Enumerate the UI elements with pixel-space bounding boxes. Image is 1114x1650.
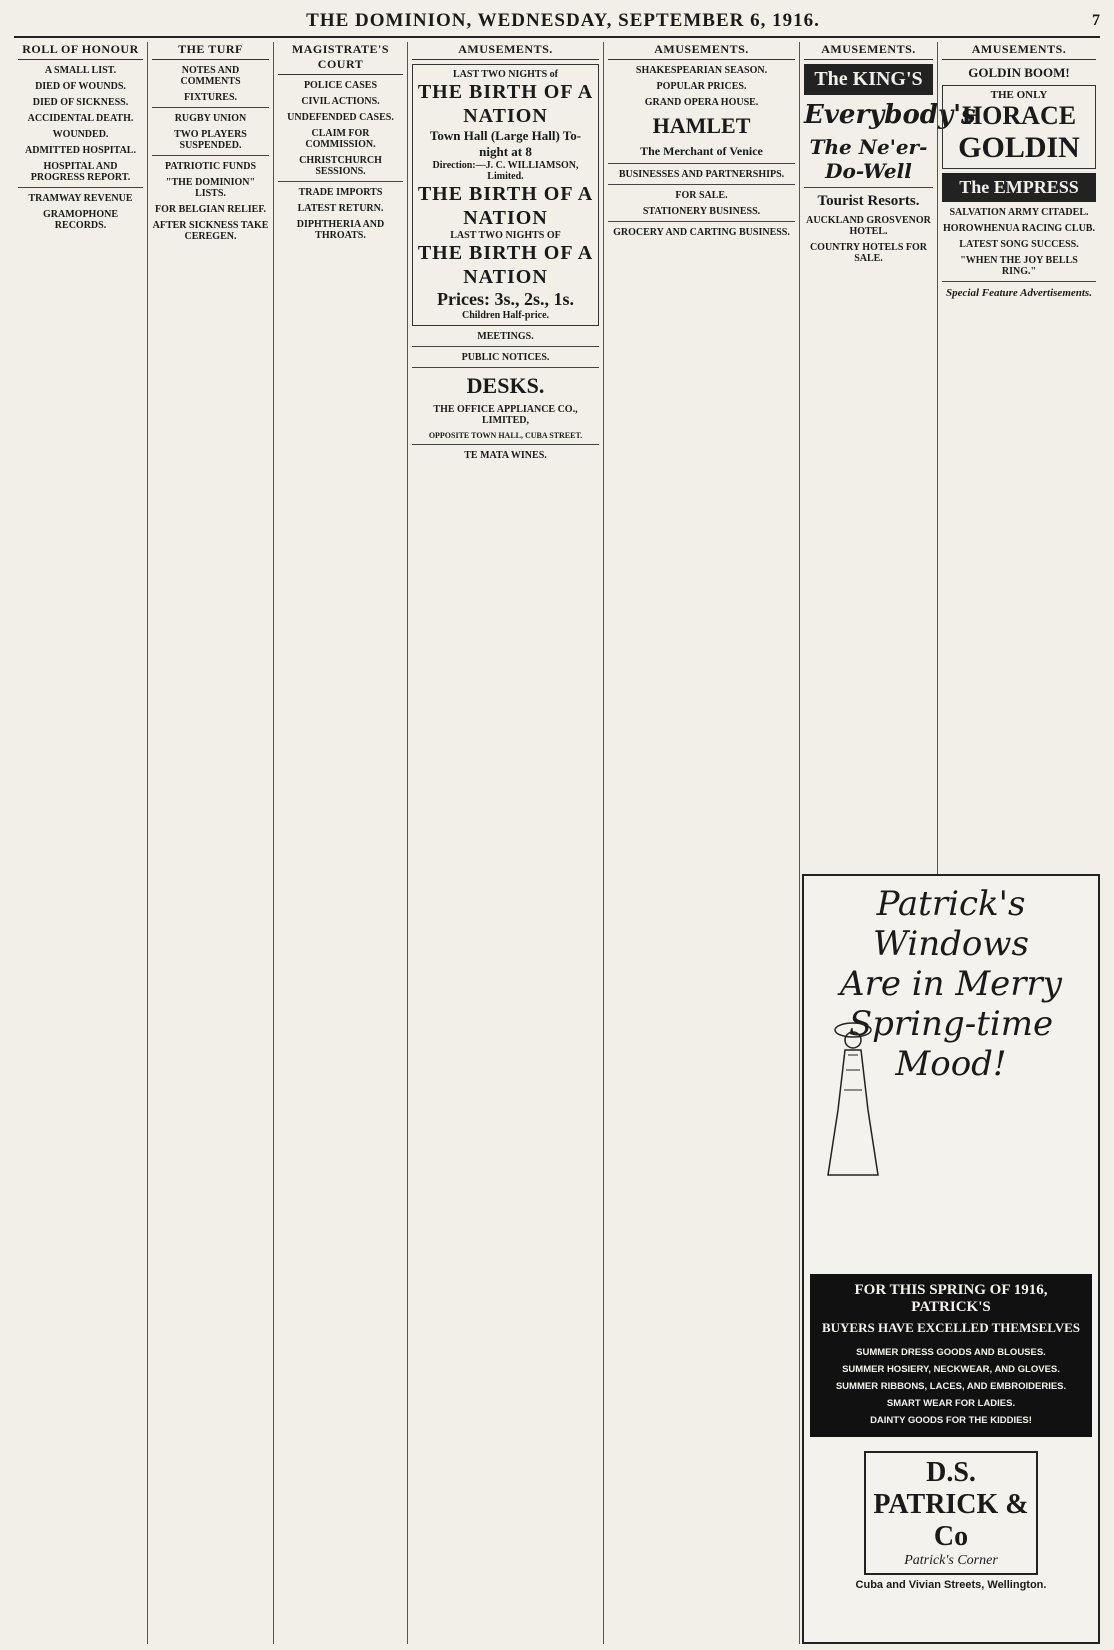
subheading: CHRISTCHURCH SESSIONS. [299,155,382,177]
ad-venue: Town Hall (Large Hall) To-night at 8 [429,128,582,159]
logo-subtext: Patrick's Corner [904,1553,998,1568]
subheading: TRAMWAY REVENUE [28,193,133,204]
office-appliance-address: OPPOSITE TOWN HALL, CUBA STREET. [428,431,583,440]
subheading: PATRIOTIC FUNDS [164,161,257,172]
subheading: TE MATA WINES. [464,450,547,461]
subheading: FIXTURES. [183,92,238,103]
band-line-2: BUYERS HAVE EXCELLED THEMSELVES [821,1320,1081,1335]
goldin-boom: GOLDIN BOOM! [968,65,1070,80]
ad-children: Children Half-price. [461,310,550,321]
subheading: UNDEFENDED CASES. [287,112,394,123]
list-item: SUMMER HOSIERY, NECKWEAR, AND GLOVES. [842,1364,1060,1375]
special-feature-heading: Special Feature Advertisements. [946,287,1092,299]
office-appliance-name: THE OFFICE APPLIANCE CO., LIMITED, [433,404,578,426]
ad-title: THE BIRTH OF A NATION [417,183,594,229]
subheading: BUSINESSES AND PARTNERSHIPS. [618,169,785,180]
subheading: AUCKLAND GROSVENOR HOTEL. [806,215,931,237]
column-amusements-1 [408,42,604,1644]
subheading: TWO PLAYERS SUSPENDED. [174,129,247,151]
column-amusements-5 [938,42,1100,872]
ad-title: THE BIRTH OF A NATION [417,242,594,288]
kings-logo: The KING'S [804,64,933,95]
lady-figure-icon [818,1010,888,1180]
list-item: SMART WEAR FOR LADIES. [886,1398,1016,1409]
everybodys-logo: Everybody's [804,100,976,130]
subheading: HOSPITAL AND PROGRESS REPORT. [30,161,131,183]
subheading: PUBLIC NOTICES. [461,352,550,363]
page-title: THE DOMINION, WEDNESDAY, SEPTEMBER 6, 1916. [306,10,820,31]
patrick-items [818,1344,1084,1429]
subheading: GRAMOPHONE RECORDS. [43,209,118,231]
horace-goldin-ad [942,85,1096,169]
subheading: DIED OF WOUNDS. [35,81,126,92]
column-turf [148,42,274,1644]
band-line-1: FOR THIS SPRING OF 1916, PATRICK'S [854,1282,1048,1315]
section-heading: AMUSEMENTS. [942,42,1096,60]
ad-line: THE ONLY [990,89,1048,101]
subheading: POPULAR PRICES. [656,81,747,92]
subheading: LATEST RETURN. [297,203,384,214]
neerdowell-title: The Ne'er-Do-Well [809,135,928,183]
subheading: COUNTRY HOTELS FOR SALE. [809,242,928,264]
subheading: SHAKESPEARIAN SEASON. [635,65,768,76]
section-heading: ROLL OF HONOUR [18,42,143,60]
ad-title: THE BIRTH OF A NATION [417,81,594,127]
list-item: SUMMER DRESS GOODS AND BLOUSES. [856,1347,1046,1358]
subheading: GRAND OPERA HOUSE. [644,97,759,108]
patrick-advertisement [802,874,1100,1644]
merchant-heading: The Merchant of Venice [640,144,763,158]
empress-logo: The EMPRESS [942,173,1096,202]
ad-line: LAST TWO NIGHTS of [453,69,558,80]
ad-prices: Prices: 3s., 2s., 1s. [437,289,574,309]
column-amusements-2 [604,42,800,1644]
ad-direction: Direction:—J. C. WILLIAMSON, Limited. [432,160,579,182]
ad-title: GOLDIN [958,131,1080,164]
patrick-address: Cuba and Vivian Streets, Wellington. [855,1579,1047,1591]
patrick-heading-1: Patrick's Windows [873,884,1029,964]
logo-text: D.S. PATRICK & Co [873,1457,1029,1552]
list-item: SUMMER RIBBONS, LACES, AND EMBROIDERIES. [835,1381,1067,1392]
subheading: RUGBY UNION [174,113,247,124]
subheading: LATEST SONG SUCCESS. [959,239,1079,250]
subheading: HOROWHENUA RACING CLUB. [943,223,1095,234]
subheading: CLAIM FOR COMMISSION. [305,128,376,150]
column-magistrates-court [274,42,408,1644]
birth-of-a-nation-ad [412,64,599,326]
patrick-logo [864,1451,1038,1575]
subheading: "THE DOMINION" LISTS. [165,177,256,199]
subheading: ADMITTED HOSPITAL. [25,145,136,156]
hamlet-heading: HAMLET [652,113,751,138]
subheading: POLICE CASES [303,80,378,91]
subheading: "WHEN THE JOY BELLS RING." [960,255,1078,277]
desks-heading: DESKS. [466,373,545,398]
subheading: DIPHTHERIA AND THROATS. [296,219,385,241]
subheading: GROCERY AND CARTING BUSINESS. [613,227,790,238]
subheading: DIED OF SICKNESS. [32,97,129,108]
subheading: CIVIL ACTIONS. [301,96,380,107]
section-heading: AMUSEMENTS. [412,42,599,60]
list-item: DAINTY GOODS FOR THE KIDDIES! [870,1415,1032,1426]
ad-line: LAST TWO NIGHTS OF [450,230,561,241]
patrick-heading-2: Are in Merry [840,964,1062,1004]
patrick-band [810,1274,1092,1437]
section-heading: THE TURF [152,42,269,60]
page-number: 7 [1092,12,1100,29]
section-heading: MAGISTRATE'S COURT [278,42,403,75]
tourist-heading: Tourist Resorts. [817,193,920,209]
column-roll-of-honour [14,42,148,1644]
subheading: ACCIDENTAL DEATH. [27,113,134,124]
patrick-heading-3: Spring-time Mood! [848,1004,1054,1084]
ad-title: HORACE [961,101,1077,130]
subheading: WOUNDED. [52,129,109,140]
subheading: AFTER SICKNESS TAKE CEREGEN. [152,220,269,242]
subheading: SALVATION ARMY CITADEL. [949,207,1089,218]
subheading: NOTES AND COMMENTS [180,65,241,87]
subheading: STATIONERY BUSINESS. [642,206,761,217]
subheading: TRADE IMPORTS [298,187,383,198]
subheading: FOR BELGIAN RELIEF. [154,204,267,215]
section-heading: AMUSEMENTS. [608,42,795,60]
subheading: FOR SALE. [675,190,728,201]
section-heading: AMUSEMENTS. [804,42,933,60]
masthead [14,6,1100,38]
subheading: MEETINGS. [477,331,534,342]
subheading: A SMALL LIST. [44,65,117,76]
